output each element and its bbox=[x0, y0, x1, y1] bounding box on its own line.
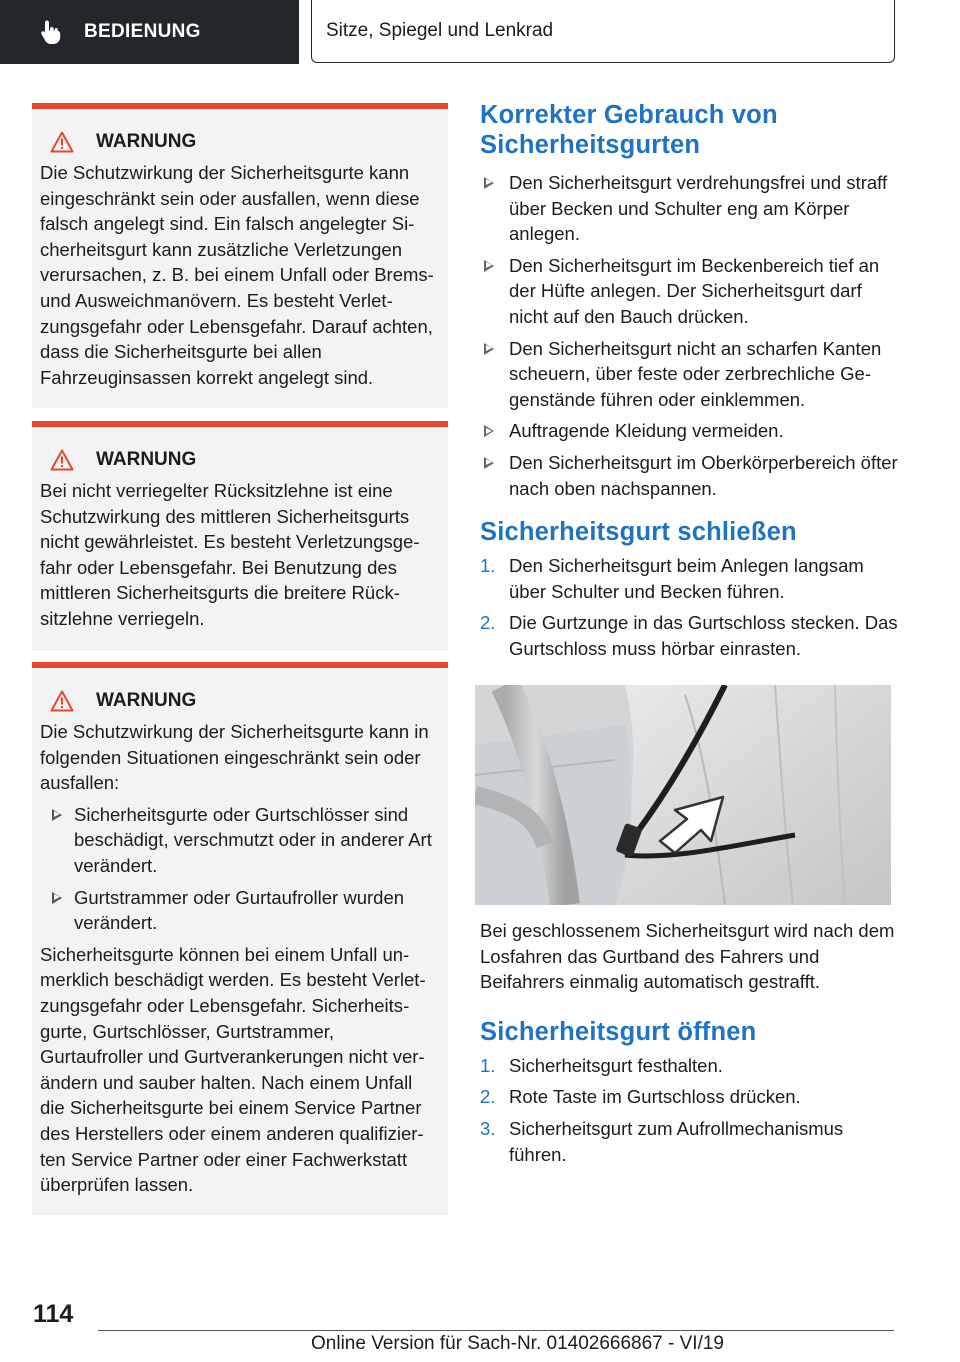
hand-pointer-icon bbox=[40, 19, 62, 45]
warning-header bbox=[50, 129, 440, 155]
warning-title: WARNUNG bbox=[96, 690, 197, 711]
warning-title: WARNUNG bbox=[96, 449, 197, 470]
open-steps bbox=[480, 1053, 900, 1167]
section-tab bbox=[0, 0, 299, 64]
warning-header bbox=[50, 447, 440, 473]
bullet-triangle-icon bbox=[52, 809, 62, 821]
step-item: 2. Rote Taste im Gurtschloss drücken. bbox=[480, 1086, 801, 1108]
bullet-triangle-icon bbox=[484, 177, 494, 189]
warning-text: Die Schutzwirkung der Sicherheitsgurte kann eingeschränkt sein oder ausfallen, wenn diese falsch angelegt sind. Ein falsch angelegter Sicherheitsgurt kann zusätzliche Verletzungen verursachen, z. B. bei einem Unfall oder Brems- und Ausweichmanövern. Es besteht Verletzungsgefahr oder Lebensgefahr. Darauf achten, dass die Sicherheitsgurte bei allen Fahrzeuginsassen korrekt angelegt sind. bbox=[40, 162, 434, 388]
bullet-triangle-icon bbox=[484, 457, 494, 469]
seatbelt-buckle-photo bbox=[475, 685, 891, 905]
list-item: Den Sicherheitsgurt nicht an scharfen Kanten scheuern, über feste oder zerbrechliche Gegenstände führen oder einklemmen. bbox=[480, 336, 900, 413]
correct-use-list bbox=[480, 170, 900, 501]
step-item: 1. Sicherheitsgurt festhalten. bbox=[480, 1054, 723, 1076]
warning-box-3 bbox=[32, 662, 448, 1215]
bullet-triangle-icon bbox=[484, 343, 494, 355]
heading-open: Sicherheitsgurt öffnen bbox=[480, 1017, 757, 1046]
warning-title: WARNUNG bbox=[96, 131, 197, 152]
right-column-lower bbox=[480, 918, 900, 1173]
footer-text: Online Version für Sach-Nr. 01402666867 - VI/19 bbox=[311, 1333, 724, 1354]
bullet-triangle-icon bbox=[52, 892, 62, 904]
warning-triangle-icon bbox=[50, 131, 74, 153]
warning-triangle-icon bbox=[50, 690, 74, 712]
right-column bbox=[480, 100, 900, 668]
warning-text: Bei nicht verriegelter Rücksitzlehne ist eine Schutzwirkung des mittleren Sicherheitsgurts nicht gewährleistet. Es besteht Verletzungsgefahr oder Lebensgefahr. Bei Benutzung des mittleren Sicherheitsgurts die breitere Rücksitzlehne verriegeln. bbox=[40, 480, 420, 629]
warning-outro: Sicherheitsgurte können bei einem Unfall unmerklich beschädigt werden. Es besteht Verletzungsgefahr oder Lebensgefahr. Sicherheitsgurte, Gurtschlösser, Gurtstrammer, Gurtaufroller und Gurtverankerungen nicht verändern und sauber halten. Nach einem Unfall die Sicherheitsgurte bei einem Service Partner des Herstellers oder einem anderen qualifizierten Service Partner oder einer Fachwerkstatt überprüfen lassen. bbox=[40, 943, 426, 1196]
warning-intro: Die Schutzwirkung der Sicherheitsgurte kann in folgenden Situationen eingeschränkt sein oder ausfallen: bbox=[40, 721, 429, 794]
heading-correct-use: Korrekter Gebrauch von Sicherheitsgurten bbox=[480, 101, 778, 159]
step-item: 1. Den Sicherheitsgurt beim Anlegen langsam über Schulter und Becken führen. bbox=[480, 555, 864, 602]
warning-header bbox=[50, 688, 440, 714]
warning-box-1 bbox=[32, 103, 448, 408]
heading-fasten: Sicherheitsgurt schließen bbox=[480, 518, 797, 547]
list-item: Den Sicherheitsgurt im Beckenbereich tief an der Hüfte anlegen. Der Sicherheitsgurt darf nicht auf den Bauch drücken. bbox=[480, 253, 900, 330]
tightening-note: Bei geschlossenem Sicherheitsgurt wird nach dem Losfahren das Gurtband des Fahrers und Beifahrers einmalig automatisch gestrafft. bbox=[480, 920, 895, 993]
fasten-steps bbox=[480, 553, 900, 661]
list-item: Sicherheitsgurte oder Gurtschlösser sind beschädigt, verschmutzt oder in anderer Art verändert. bbox=[40, 802, 440, 879]
warning-bullet-list bbox=[40, 802, 440, 936]
list-item: Auftragende Kleidung vermeiden. bbox=[480, 418, 900, 444]
page-number: 114 bbox=[33, 1300, 74, 1328]
chapter-title: Sitze, Spiegel und Lenkrad bbox=[326, 20, 554, 41]
warning-triangle-icon bbox=[50, 449, 74, 471]
step-item: 3. Sicherheitsgurt zum Aufrollmechanismus führen. bbox=[480, 1117, 844, 1165]
section-title: BEDIENUNG bbox=[84, 21, 201, 42]
footer-divider bbox=[98, 1330, 894, 1331]
list-item: Den Sicherheitsgurt verdrehungsfrei und straff über Becken und Schulter eng am Körper anlegen. bbox=[480, 170, 900, 247]
step-item: 2. Die Gurtzunge in das Gurtschloss stecken. Das Gurtschloss muss hörbar einrasten. bbox=[480, 612, 898, 659]
list-item: Den Sicherheitsgurt im Oberkörperbereich öfter nach oben nachspannen. bbox=[480, 450, 900, 501]
bullet-triangle-icon bbox=[484, 425, 494, 437]
list-item: Gurtstrammer oder Gurtaufroller wurden verändert. bbox=[40, 885, 440, 936]
chapter-tab bbox=[311, 0, 895, 63]
bullet-triangle-icon bbox=[484, 260, 494, 272]
warning-box-2 bbox=[32, 421, 448, 651]
seat-illustration bbox=[475, 685, 891, 905]
